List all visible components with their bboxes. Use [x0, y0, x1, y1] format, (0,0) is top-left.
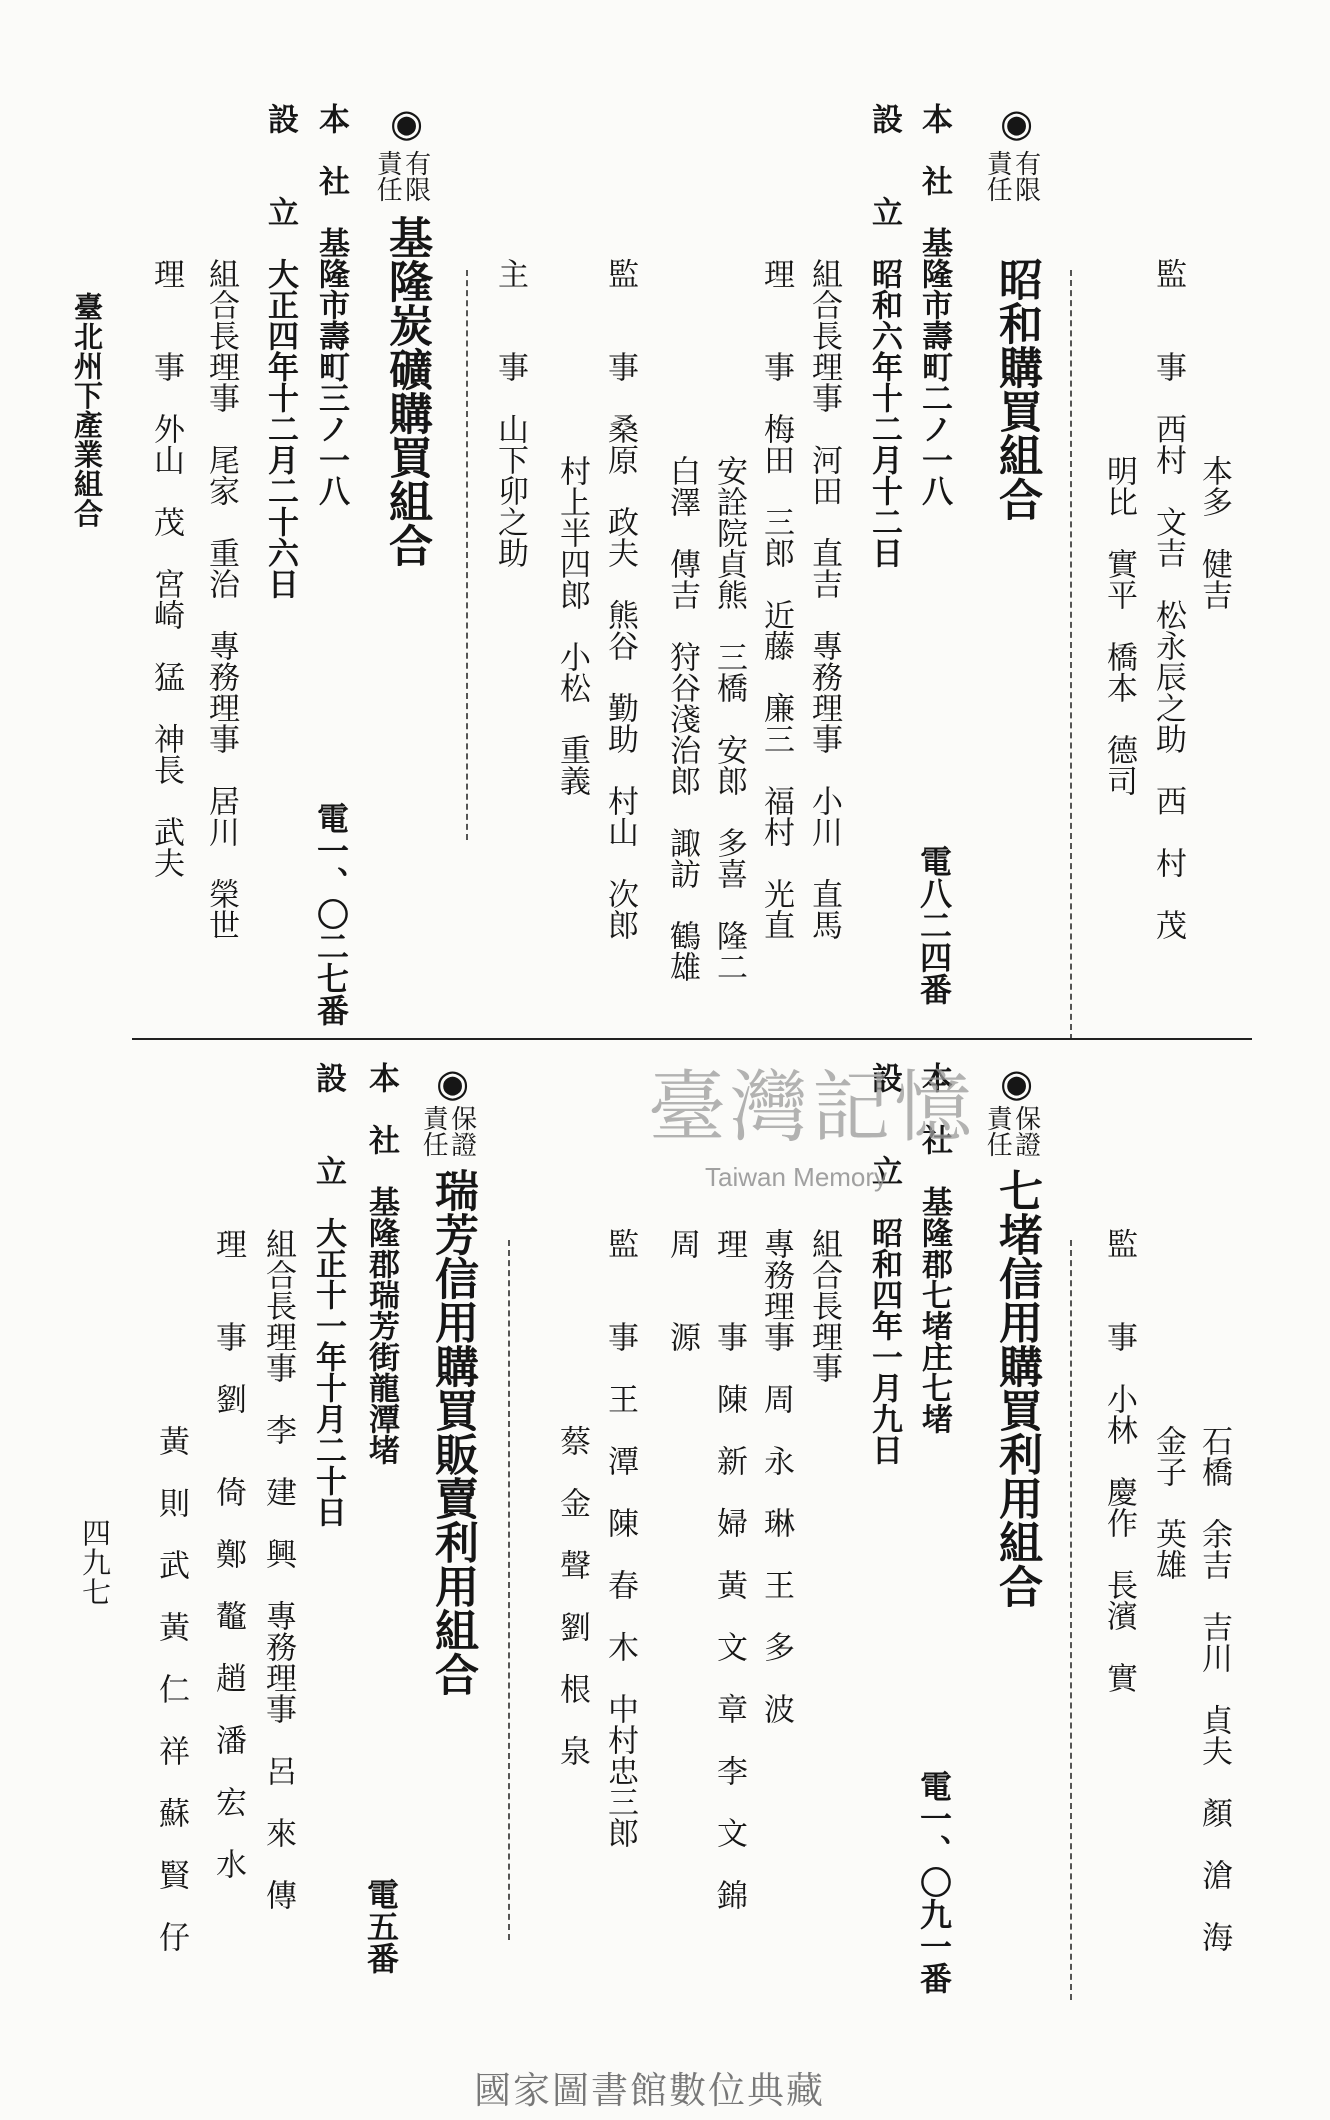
association-title: 瑞芳信用購買販賣利用組合 [427, 1168, 478, 1696]
bullet-circle-icon: ◉ [390, 101, 424, 145]
member-column: 明比 實平 橋本 德司 [1101, 455, 1137, 796]
liability-tag [418, 1105, 475, 1157]
established-date: 設 立 昭和四年一月九日 [866, 1062, 902, 1465]
tag-line: 責任 [982, 150, 1013, 202]
officer-column: 專務理事 周 永 琳 王 多 波 [758, 1228, 794, 1724]
head-office: 本 社 基隆市壽町三ノ一八 [313, 103, 349, 506]
member-column: 金子 英雄 [1150, 1425, 1186, 1580]
officer-column: 蔡 金 聲 劉 根 泉 [554, 1425, 590, 1766]
established-date: 設 立 昭和六年十二月十二日 [866, 103, 902, 568]
liability-tag [982, 1105, 1039, 1157]
head-office: 本 社 基隆市壽町二ノ一八 [916, 103, 952, 506]
phone-number: 電一、〇九一番 [915, 1770, 953, 1994]
officer-column: 村上半四郎 小松 重義 [554, 455, 590, 796]
archive-footer: 國家圖書館數位典藏 [474, 2069, 825, 2112]
phone-number: 電一、〇二七番 [312, 802, 350, 1026]
established-date: 設 立 大正四年十二月二十六日 [262, 103, 298, 599]
auditor-column: 監 事 小林 慶作 長濱 實 [1101, 1228, 1137, 1693]
association-title: 基隆炭礦購買組合 [381, 215, 432, 567]
section-divider [466, 270, 471, 840]
head-office: 本 社 基隆郡七堵庄七堵 [916, 1062, 952, 1434]
bullet-circle-icon: ◉ [436, 1061, 470, 1105]
officer-column: 主 事 山下卯之助 [492, 258, 528, 568]
tag-line: 責任 [372, 150, 403, 202]
horizontal-rule [132, 1038, 1252, 1040]
officer-column: 白澤 傳吉 狩谷淺治郎 諏訪 鶴雄 [664, 455, 700, 982]
officer-column: 監 事 桑原 政夫 熊谷 勤助 村山 次郎 [602, 258, 638, 940]
established-date: 設 立 大正十一年十月二十日 [310, 1062, 346, 1527]
page-header: 臺北州下產業組合 [70, 292, 104, 528]
association-title: 七堵信用購買利用組合 [991, 1168, 1042, 1608]
bullet-circle-icon: ◉ [1000, 101, 1034, 145]
officer-column: 理 事 外山 茂 宮崎 猛 神長 武夫 [148, 258, 184, 878]
tag-line: 責任 [982, 1105, 1013, 1157]
officer-column: 組合長理事 李 建 興 專務理事 呂 來 傳 [260, 1228, 296, 1910]
tag-line: 有限 [400, 150, 431, 202]
watermark-subtitle: Taiwan Memory [705, 1162, 888, 1192]
officer-column: 安詮院貞熊 三橋 安郎 多喜 隆二 [711, 455, 747, 982]
watermark-logo: 臺灣記憶 [648, 1063, 977, 1153]
page-number: 四九七 [78, 1518, 112, 1607]
liability-tag [372, 150, 429, 202]
phone-number: 電五番 [362, 1878, 400, 1974]
officer-column: 理 事 梅田 三郎 近藤 廉三 福村 光直 [758, 258, 794, 940]
phone-number: 電八二四番 [915, 845, 953, 1005]
section-divider [1070, 270, 1075, 1040]
officer-column: 組合長理事 河田 直吉 專務理事 小川 直馬 [806, 258, 842, 940]
officer-column: 監 事 王 潭 陳 春 木 中村忠三郎 [602, 1228, 638, 1848]
member-column: 本多 健吉 [1196, 455, 1232, 610]
head-office: 本 社 基隆郡瑞芳街龍潭堵 [363, 1062, 399, 1465]
member-column: 石橋 余吉 吉川 貞夫 顏 滄 海 [1196, 1425, 1232, 1952]
officer-column: 理 事 劉 倚 鄭 鼇 趙 潘 宏 水 [210, 1228, 246, 1879]
officer-column: 組合長理事 [806, 1228, 842, 1383]
officer-column: 黃 則 武 黃 仁 祥 蘇 賢 仔 [153, 1425, 189, 1952]
officer-column: 組合長理事 尾家 重治 專務理事 居川 榮世 [203, 258, 239, 940]
tag-line: 責任 [418, 1105, 449, 1157]
section-divider [1070, 1240, 1075, 2000]
liability-tag [982, 150, 1039, 202]
association-title: 昭和購買組合 [991, 257, 1042, 521]
tag-line: 有限 [1010, 150, 1041, 202]
officer-column: 周 源 [664, 1228, 700, 1352]
auditor-column: 監 事 西村 文吉 松永辰之助 西 村 茂 [1150, 258, 1186, 940]
tag-line: 保證 [446, 1105, 477, 1157]
section-divider [508, 1240, 513, 1940]
tag-line: 保證 [1010, 1105, 1041, 1157]
officer-column: 理 事 陳 新 婦 黃 文 章 李 文 錦 [711, 1228, 747, 1910]
bullet-circle-icon: ◉ [1000, 1061, 1034, 1105]
